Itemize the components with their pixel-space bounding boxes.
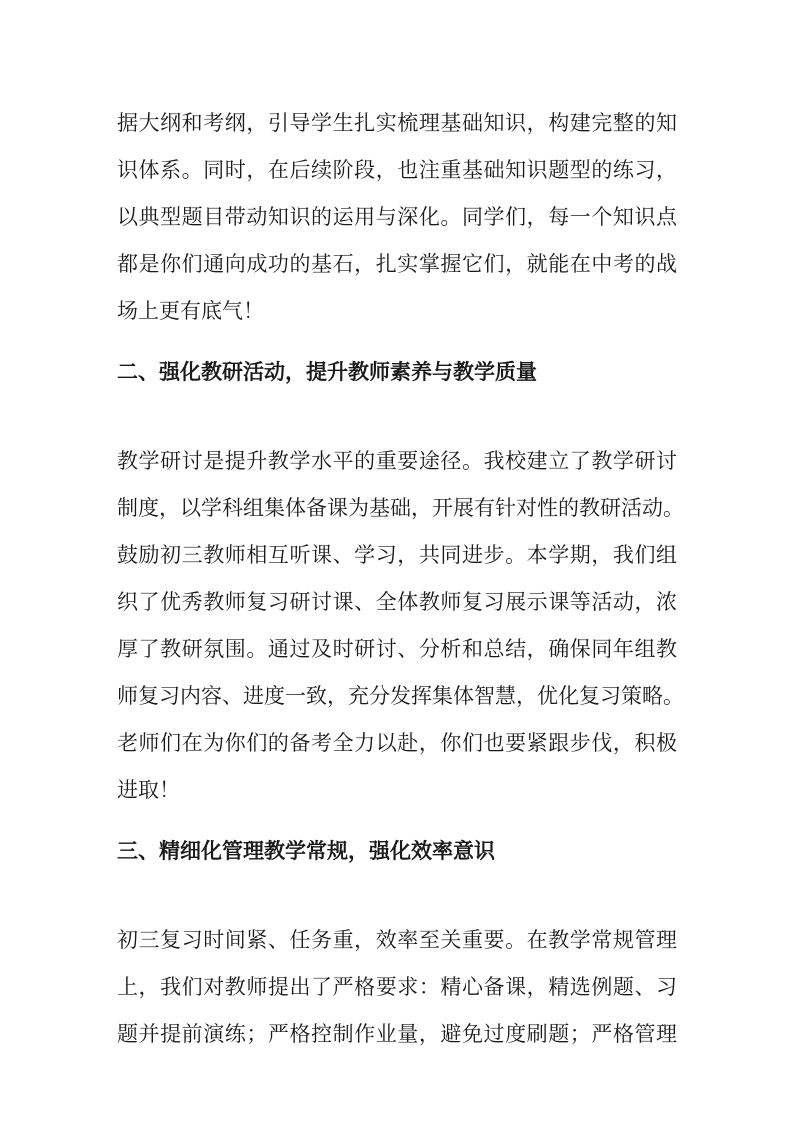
text-line: 教学研讨是提升教学水平的重要途径。我校建立了教学研讨 — [117, 450, 677, 473]
text-line: 进取！ — [117, 779, 180, 802]
text-line: 师复习内容、进度一致，充分发挥集体智慧，优化复习策略。 — [117, 685, 684, 708]
text-line: 识体系。同时，在后续阶段，也注重基础知识题型的练习， — [117, 159, 677, 182]
text-line: 初三复习时间紧、任务重，效率至关重要。在教学常规管理 — [117, 929, 677, 952]
heading-text: 三、精细化管理教学常规，强化效率意识 — [117, 840, 495, 863]
paragraph-routine-management — [117, 917, 677, 1058]
text-line: 上，我们对教师提出了严格要求：精心备课，精选例题、习 — [117, 976, 677, 999]
section-heading-2 — [117, 349, 677, 396]
text-line: 题并提前演练；严格控制作业量，避免过度刷题；严格管理 — [117, 1023, 677, 1046]
text-line: 都是你们通向成功的基石，扎实掌握它们，就能在中考的战 — [117, 253, 677, 276]
text-line: 制度，以学科组集体备课为基础，开展有针对性的教研活动。 — [117, 497, 684, 520]
text-line: 鼓励初三教师相互听课、学习，共同进步。本学期，我们组 — [117, 544, 677, 567]
text-line: 以典型题目带动知识的运用与深化。同学们，每一个知识点 — [117, 206, 677, 229]
text-line: 据大纲和考纲，引导学生扎实梳理基础知识，构建完整的知 — [117, 112, 677, 135]
text-line: 厚了教研氛围。通过及时研讨、分析和总结，确保同年组教 — [117, 638, 677, 661]
text-line: 织了优秀教师复习研讨课、全体教师复习展示课等活动，浓 — [117, 591, 677, 614]
paragraph-teaching-research — [117, 438, 684, 814]
section-heading-3 — [117, 828, 677, 875]
heading-text: 二、强化教研活动，提升教师素养与教学质量 — [117, 361, 537, 384]
text-line: 场上更有底气！ — [117, 300, 264, 323]
paragraph-basics-review — [117, 100, 677, 335]
text-line: 老师们在为你们的备考全力以赴，你们也要紧跟步伐，积极 — [117, 732, 677, 755]
